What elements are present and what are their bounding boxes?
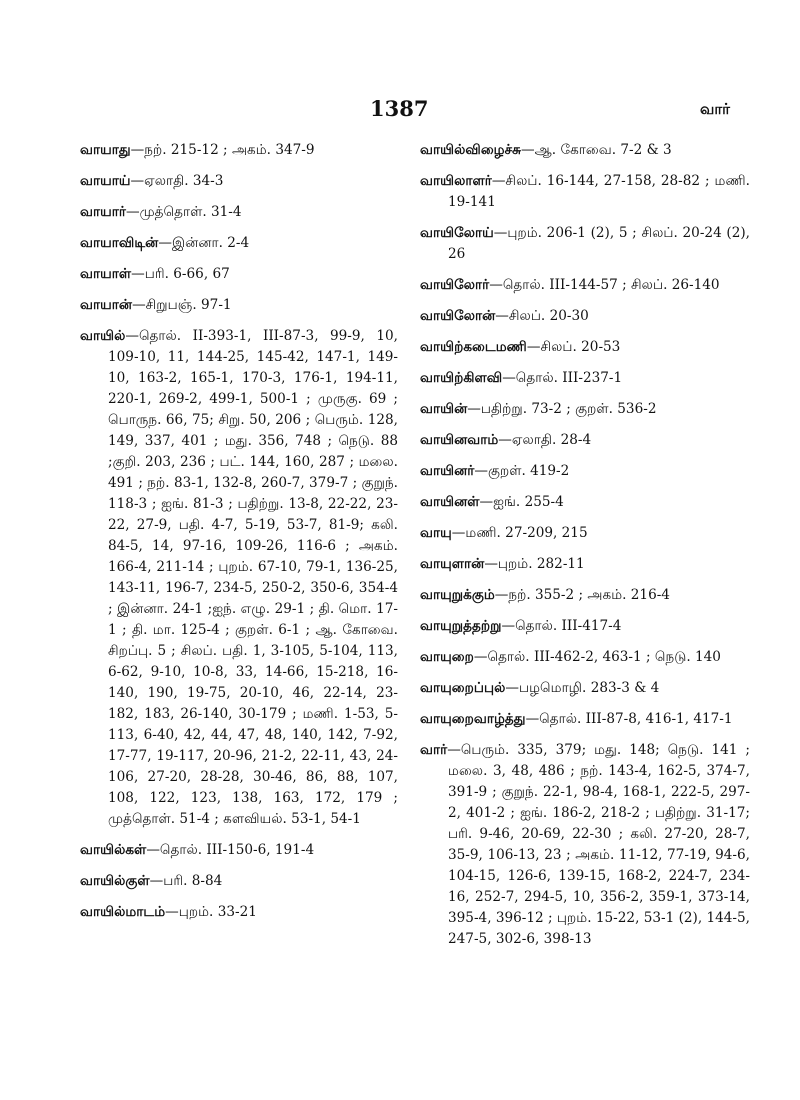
entry-references: தொல். III-237-1 (515, 370, 623, 386)
entry-headword: வாயாய் (80, 173, 131, 189)
index-entry (80, 840, 398, 861)
entry-dash: — (467, 401, 481, 417)
entry-headword: வாயில்குள் (80, 873, 150, 889)
entry-dash: — (493, 225, 508, 241)
entry-dash: — (165, 904, 179, 920)
entry-headword: வாயுறைவாழ்த்து (420, 711, 526, 727)
entry-headword: வாயிற்கடைமணி (420, 339, 527, 355)
entry-references: ஆ. கோவை. 7-2 & 3 (534, 142, 672, 158)
entry-references: சிலப். 20-30 (508, 308, 589, 324)
entry-headword: வாயினள் (420, 494, 480, 510)
index-entry (420, 399, 750, 420)
entry-headword: வாயுறை (420, 649, 474, 665)
entry-references: புறம். 33-21 (178, 904, 257, 920)
entry-headword: வாயிலோன் (420, 308, 496, 324)
entry-headword: வாயு (420, 525, 452, 541)
entry-references: புறம். 206-1 (2), 5 ; சிலப். 20-24 (2), 26 (448, 225, 750, 262)
entry-dash: — (525, 711, 540, 727)
entry-dash: — (505, 680, 519, 696)
entry-headword: வாயிற்கிளவி (420, 370, 503, 386)
entry-dash: — (489, 277, 503, 293)
entry-headword: வாயிலாளர் (420, 173, 492, 189)
left-column (80, 140, 398, 933)
index-entry (420, 368, 750, 389)
index-entry (420, 171, 750, 213)
entry-references: ஏலாதி. 28-4 (511, 432, 592, 448)
entry-references: தொல். III-417-4 (515, 618, 622, 634)
index-entry (80, 295, 398, 316)
entry-references: பரி. 6-66, 67 (144, 266, 230, 282)
index-entry (420, 647, 750, 668)
entry-dash: — (484, 556, 498, 572)
entry-references: குறள். 419-2 (487, 463, 570, 479)
entry-headword: வாயான் (80, 297, 133, 313)
entry-dash: — (526, 339, 541, 355)
entry-references: சிலப். 16-144, 27-158, 28-82 ; மணி. 19-141 (448, 173, 750, 210)
entry-dash: — (131, 266, 145, 282)
entry-references: முத்தொள். 31-4 (139, 204, 242, 220)
entry-references: தொல். II-393-1, III-87-3, 99-9, 10, 109-10, 11, 144-25, 145-42, 147-1, 149-10, 163-2, 165-1, 170-3, 176-1, 194-11, 220-1, 269-2, 499-1, 500-1 ; முருகு. 69 ; பொருந. 66, 75; சிறு. 50, 206 ; பெரும். 128, 149, 337, 401 ; மது. 356, 748 ; நெடு. 88 ;குறி. 203, 236 ; பட். 144, 160, 287 ; மலை. 491 ; நற். 83-1, 132-8, 260-7, 379-7 ; குறுந். 118-3 ; ஐங். 81-3 ; பதிற்று. 13-8, 22-22, 23-22, 27-9, பதி. 4-7, 5-19, 53-7, 81-9; கலி. 84-5, 14, 97-16, 109-26, 116-6 ; அகம். 166-4, 211-14 ; புறம். 67-10, 79-1, 136-25, 143-11, 196-7, 234-5, 250-2, 350-6, 354-4 ; இன்னா. 24-1 ;ஐந். எழு. 29-1 ; தி. மொ. 17-1 ; தி. மா. 125-4 ; குறள். 6-1 ; ஆ. கோவை. சிறப்பு. 5 ; சிலப். பதி. 1, 3-105, 5-104, 113, 6-62, 9-10, 10-8, 33, 14-66, 15-218, 16-140, 190, 19-75, 20-10, 46, 22-14, 23-182, 183, 26-140, 30-179 ; மணி. 1-53, 5-113, 6-40, 42, 44, 47, 48, 140, 142, 7-92, 17-77, 19-117, 20-96, 21-2, 22-11, 43, 24-106, 27-20, 28-28, 30-46, 86, 88, 107, 108, 122, 123, 138, 163, 172, 179 ; முத்தொள். 51-4 ; களவியல். 53-1, 54-1 (108, 328, 398, 827)
entry-references: இன்னா. 2-4 (171, 235, 250, 251)
entry-dash: — (494, 587, 509, 603)
entry-headword: வாயுறைப்புல் (420, 680, 506, 696)
entry-references: தொல். III-87-8, 416-1, 417-1 (539, 711, 733, 727)
entry-dash: — (146, 842, 160, 858)
entry-references: தொல். III-462-2, 463-1 ; நெடு. 140 (487, 649, 721, 665)
index-entry (420, 306, 750, 327)
running-head: வார் (699, 100, 730, 118)
entry-dash: — (149, 873, 164, 889)
entry-headword: வாயார் (80, 204, 126, 220)
entry-headword: வாயிலோய் (420, 225, 494, 241)
entry-headword: வாயாள் (80, 266, 132, 282)
entry-dash: — (474, 463, 488, 479)
index-entry (80, 326, 398, 830)
entry-references: தொல். III-150-6, 191-4 (159, 842, 315, 858)
entry-headword: வாயில்விழைச்சு (420, 142, 522, 158)
entry-dash: — (521, 142, 535, 158)
entry-references: மணி. 27-209, 215 (465, 525, 588, 541)
entry-references: ஏலாதி. 34-3 (144, 173, 224, 189)
entry-headword: வாயில்மாடம் (80, 904, 166, 920)
entry-dash: — (498, 432, 512, 448)
page-number: 1387 (370, 96, 429, 121)
entry-headword: வாயாவிடின் (80, 235, 159, 251)
index-entry (80, 902, 398, 923)
entry-references: நற். 355-2 ; அகம். 216-4 (508, 587, 670, 603)
entry-references: சிறுபஞ். 97-1 (145, 297, 232, 313)
entry-dash: — (130, 173, 145, 189)
index-entry (420, 585, 750, 606)
entry-dash: — (130, 142, 145, 158)
index-entry (420, 337, 750, 358)
index-entry (80, 171, 398, 192)
index-entry (420, 430, 750, 451)
index-entry (420, 140, 750, 161)
entry-dash: — (473, 649, 488, 665)
index-entry (420, 223, 750, 265)
entry-headword: வாயின் (420, 401, 468, 417)
entry-headword: வாயினவாம் (420, 432, 499, 448)
entry-dash: — (495, 308, 509, 324)
index-entry (80, 871, 398, 892)
entry-dash: — (158, 235, 172, 251)
index-entry (80, 202, 398, 223)
index-entry (420, 678, 750, 699)
entry-dash: — (125, 204, 140, 220)
entry-headword: வாயில் (80, 328, 126, 344)
index-entry (420, 616, 750, 637)
index-entry (420, 709, 750, 730)
entry-dash: — (125, 328, 139, 344)
entry-headword: வாயில்கள் (80, 842, 147, 858)
index-entry (80, 140, 398, 161)
entry-references: பெரும். 335, 379; மது. 148; நெடு. 141 ; மலை. 3, 48, 486 ; நற். 143-4, 162-5, 374-7, 391-9 ; குறுந். 22-1, 98-4, 168-1, 222-5, 297-2, 401-2 ; ஐங். 186-2, 218-2 ; பதிற்று. 31-17; பரி. 9-46, 20-69, 22-30 ; கலி. 27-20, 28-7, 35-9, 106-13, 23 ; அகம். 11-12, 77-19, 94-6, 104-15, 126-6, 139-15, 168-2, 224-7, 234-16, 252-7, 294-5, 10, 356-2, 359-1, 373-14, 395-4, 396-12 ; புறம். 15-22, 53-1 (2), 144-5, 247-5, 302-6, 398-13 (448, 742, 750, 947)
entry-dash: — (501, 618, 516, 634)
entry-references: புறம். 282-11 (497, 556, 585, 572)
index-entry (80, 233, 398, 254)
entry-references: தொல். III-144-57 ; சிலப். 26-140 (502, 277, 720, 293)
entry-references: பழமொழி. 283-3 & 4 (519, 680, 660, 696)
entry-headword: வாயாது (80, 142, 131, 158)
entry-headword: வாயிலோர் (420, 277, 490, 293)
index-entry (420, 461, 750, 482)
entry-references: பரி. 8-84 (163, 873, 223, 889)
entry-headword: வாயுளான் (420, 556, 485, 572)
entry-headword: வாயினர் (420, 463, 475, 479)
index-entry (420, 275, 750, 296)
entry-dash: — (447, 742, 461, 758)
entry-references: சிலப். 20-53 (540, 339, 621, 355)
entry-headword: வாயுறுத்தற்று (420, 618, 502, 634)
index-entry (420, 554, 750, 575)
entry-dash: — (502, 370, 516, 386)
entry-references: நற். 215-12 ; அகம். 347-9 (144, 142, 315, 158)
entry-dash: — (479, 494, 494, 510)
index-entry (420, 523, 750, 544)
entry-dash: — (491, 173, 506, 189)
index-entry (80, 264, 398, 285)
index-entry (420, 492, 750, 513)
index-entry (420, 740, 750, 950)
entry-references: பதிற்று. 73-2 ; குறள். 536-2 (480, 401, 657, 417)
entry-headword: வார் (420, 742, 448, 758)
entry-references: ஐங். 255-4 (493, 494, 564, 510)
entry-dash: — (132, 297, 146, 313)
right-column (420, 140, 750, 960)
entry-dash: — (451, 525, 466, 541)
entry-headword: வாயுறுக்கும் (420, 587, 495, 603)
